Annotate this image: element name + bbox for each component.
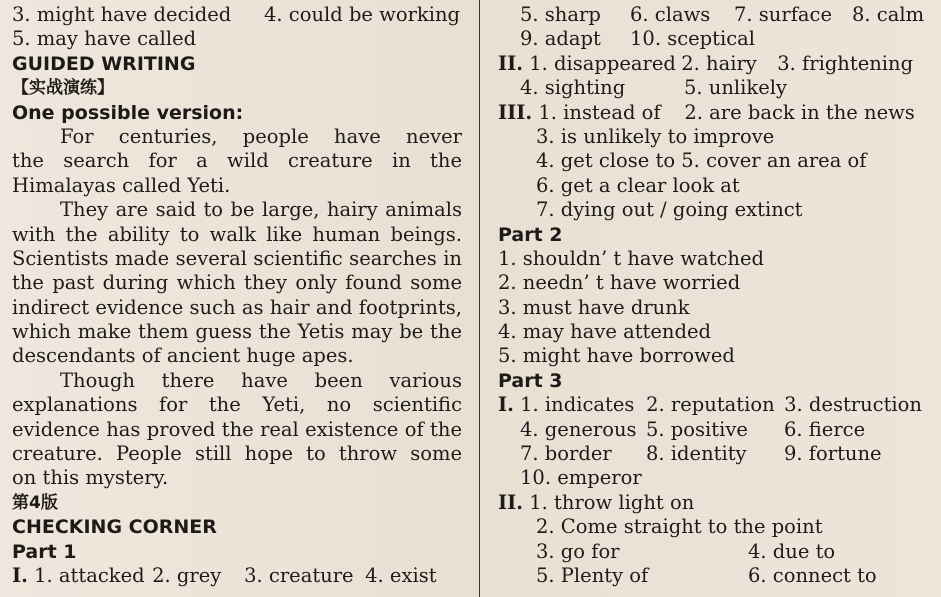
text-line: on this mystery. xyxy=(12,466,169,490)
answer-item: 4. get close to 5. cover an area of xyxy=(536,149,867,173)
answer-item: 6. claws xyxy=(630,3,711,26)
text-line: Though there have been various xyxy=(60,368,462,392)
part-3-heading: Part 3 xyxy=(498,369,563,392)
section-title-guided-writing: GUIDED WRITING xyxy=(12,52,196,75)
answer-item: 4. exist xyxy=(365,563,437,587)
answer-item: 9. adapt xyxy=(520,27,601,51)
text-line: creature. People still hope to throw some xyxy=(12,442,462,466)
answer-line xyxy=(12,3,462,27)
section-title-checking-corner: CHECKING CORNER xyxy=(12,516,217,539)
answer-item: 6. fierce xyxy=(784,417,866,441)
answer-item: 5. unlikely xyxy=(684,76,788,100)
answer-item: 3. frightening xyxy=(777,51,914,75)
part-1-row xyxy=(12,564,462,588)
answer-row xyxy=(498,564,934,588)
text-line: descendants of ancient huge apes. xyxy=(12,344,354,368)
answer-row xyxy=(498,27,934,51)
answer-item: 9. fortune xyxy=(784,442,882,466)
roman-numeral: III. xyxy=(498,100,533,124)
answer-item: 2. needn’ t have worried xyxy=(498,271,741,295)
right-column xyxy=(498,3,934,588)
answer-row xyxy=(498,418,934,442)
answer-4: 4. could be working xyxy=(264,3,461,26)
text-line: with the ability to walk like human beings. xyxy=(12,222,462,246)
text-line: Scientists made several scientific searches in xyxy=(12,246,462,270)
answer-item: 10. sceptical xyxy=(630,27,756,51)
answer-item: 10. emperor xyxy=(520,466,642,490)
answer-item: 6. connect to xyxy=(748,563,877,587)
answer-row xyxy=(498,442,934,466)
paragraph-3 xyxy=(12,369,462,491)
roman-numeral: I. xyxy=(498,393,514,417)
answer-item: 7. surface xyxy=(734,3,832,26)
answer-item: 4. sighting xyxy=(520,76,626,100)
text-line: which make them guess the Yetis may be the xyxy=(12,320,462,344)
practice-tag: 【实战演练】 xyxy=(12,78,114,99)
part-1-heading: Part 1 xyxy=(12,540,77,563)
answer-item: 3. must have drunk xyxy=(498,295,690,319)
answer-item: 3. creature xyxy=(244,563,354,587)
answer-item: 4. due to xyxy=(748,539,836,563)
answer-item: 2. grey xyxy=(152,563,222,587)
text-line: the past during which they only found some xyxy=(12,271,462,295)
part-3-row xyxy=(498,393,934,417)
answer-item: 3. go for xyxy=(536,539,620,563)
answer-item: 3. destruction xyxy=(784,393,922,417)
paragraph-2 xyxy=(12,198,462,369)
section-iii-row xyxy=(498,101,934,125)
part-3-section-ii-row xyxy=(498,491,934,515)
answer-row xyxy=(498,76,934,100)
text-line: indirect evidence such as hair and footprints, xyxy=(12,295,462,319)
answer-item: 5. positive xyxy=(646,417,748,441)
answer-5: 5. may have called xyxy=(12,27,197,51)
answer-item: 7. border xyxy=(520,442,612,466)
answer-item: 2. reputation xyxy=(646,393,775,417)
answer-item: 1. indicates xyxy=(520,393,635,417)
roman-numeral: II. xyxy=(498,51,524,75)
answer-item: 2. hairy xyxy=(681,51,757,75)
answer-item: 6. get a clear look at xyxy=(536,173,740,197)
answer-item: 1. instead of xyxy=(538,100,661,124)
left-column xyxy=(12,3,462,588)
answer-item: 8. identity xyxy=(646,442,747,466)
answer-item: 7. dying out / going extinct xyxy=(536,198,803,222)
text-line: For centuries, people have never xyxy=(60,124,462,148)
answer-item: 5. Plenty of xyxy=(536,563,649,587)
answer-item: 4. generous xyxy=(520,417,637,441)
text-line: the search for a wild creature in the xyxy=(12,149,462,173)
answer-item: 1. disappeared xyxy=(529,51,676,75)
answer-item: 5. might have borrowed xyxy=(498,344,735,368)
text-line: They are said to be large, hairy animals xyxy=(60,198,462,222)
answer-row xyxy=(498,540,934,564)
possible-version-heading: One possible version: xyxy=(12,101,244,124)
answer-item: 4. may have attended xyxy=(498,320,711,344)
answer-item: 2. are back in the news xyxy=(684,100,915,124)
edition-label: 第4版 xyxy=(12,492,58,513)
section-ii-row xyxy=(498,52,934,76)
roman-numeral: I. xyxy=(12,563,28,587)
answer-item: 1. throw light on xyxy=(529,490,695,514)
paragraph-1 xyxy=(12,125,462,198)
text-line: evidence has proved the real existence of the xyxy=(12,417,462,441)
answer-item: 5. sharp xyxy=(520,3,601,26)
answer-item: 1. shouldn’ t have watched xyxy=(498,246,764,270)
column-divider xyxy=(479,0,480,597)
answer-item: 3. is unlikely to improve xyxy=(536,124,775,148)
part-2-heading: Part 2 xyxy=(498,223,563,246)
answer-item: 2. Come straight to the point xyxy=(536,515,823,539)
answer-3: 3. might have decided xyxy=(12,3,232,26)
roman-numeral: II. xyxy=(498,490,524,514)
answer-item: 8. calm xyxy=(852,3,925,26)
text-line: Himalayas called Yeti. xyxy=(12,173,231,197)
answer-row xyxy=(498,3,934,27)
answer-item: 1. attacked xyxy=(34,563,145,587)
text-line: explanations for the Yeti, no scientific xyxy=(12,393,462,417)
